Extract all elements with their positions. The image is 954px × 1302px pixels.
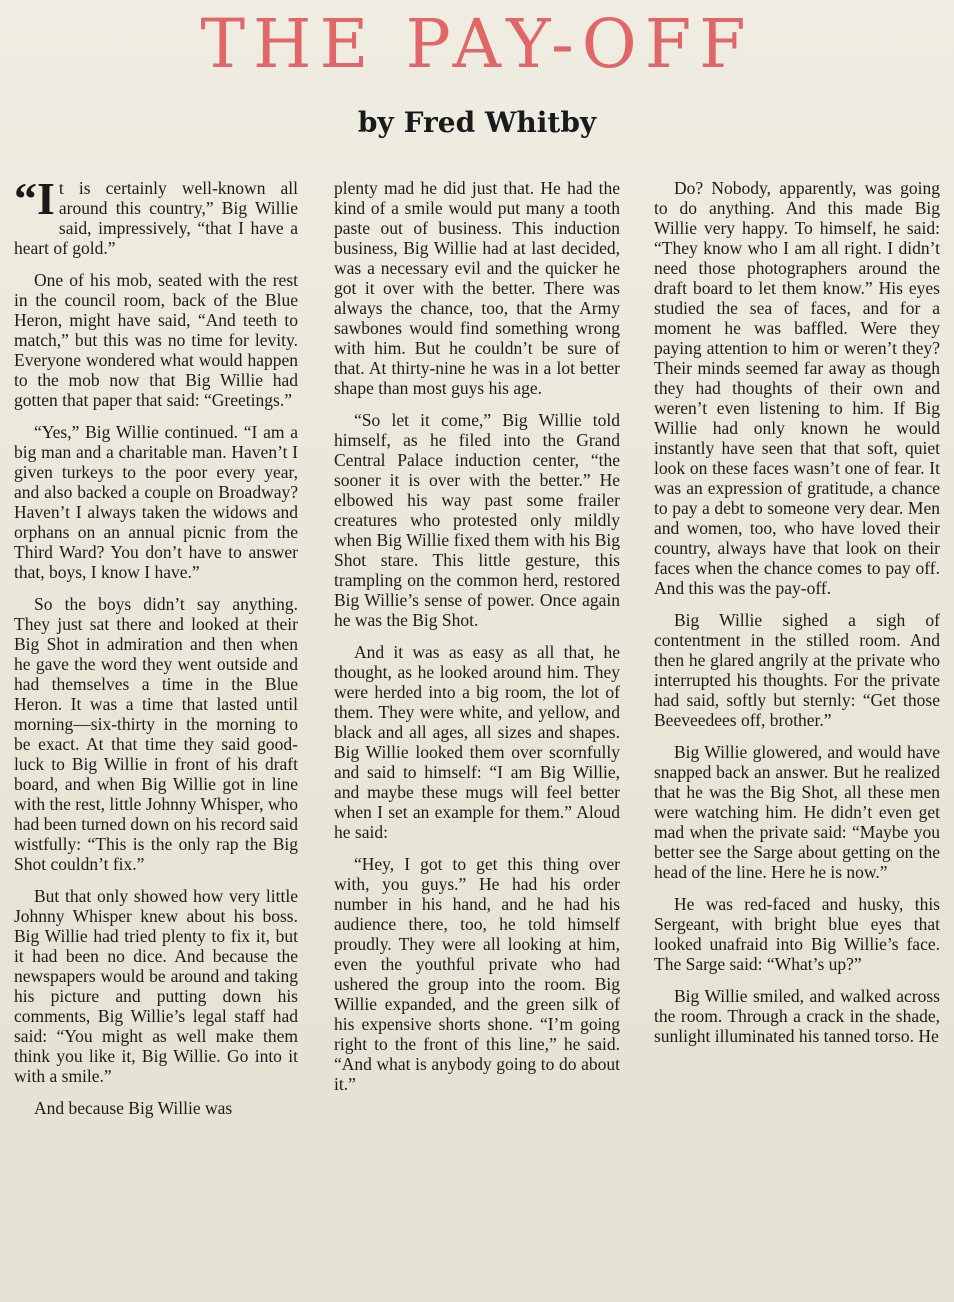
paragraph: Do? Nobody, apparently, was going to do anything. And this made Big Willie very happy. To himself, he said: “They know who I am all right. I didn’t need those photographers around the draft board to let them know.” His eyes studied the sea of faces, and for a moment he was baffled. Were they paying attention to him or weren’t they? Their minds seemed far away as though they had thoughts of their own and weren’t even listening to him. If Big Willie had only known he would instantly have seen that that soft, quiet look on these faces wasn’t one of fear. It was an expression of gratitude, a chance to pay a debt to someone very dear. Men and women, too, who have loved their country, always have that look on their faces when the chance comes to pay off. And this was the pay-off. — [654, 178, 940, 598]
paragraph: One of his mob, seated with the rest in the council room, back of the Blue Heron, might have said, “And teeth to match,” but this was no time for levity. Everyone wondered what would happen to the mob now that Big Willie had gotten that paper that said: “Greetings.” — [14, 270, 298, 410]
paragraph: And it was as easy as all that, he thought, as he looked around him. They were herded into a big room, the lot of them. They were white, and yellow, and black and all ages, all sizes and shapes. Big Willie looked them over scornfully and said to himself: “I am Big Willie, and maybe these mugs will feel better when I set an example for them.” Aloud he said: — [334, 642, 620, 842]
author-name: Fred Whitby — [403, 106, 597, 139]
paragraph: “So let it come,” Big Willie told himself, as he filed into the Grand Central Palace induction center, “the sooner it is over with the better.” He elbowed his way past some frailer creatures who protested only mildly when Big Willie fixed them with his Big Shot stare. This little gesture, this trampling on the common herd, restored Big Willie’s sense of power. Once again he was the Big Shot. — [334, 410, 620, 630]
paragraph: So the boys didn’t say anything. They just sat there and looked at their Big Shot in admiration and then when he gave the word they went outside and had themselves a time in the Blue Heron. It was a time that lasted until morning—six-thirty in the morning to be exact. At that time they said good-luck to Big Willie in front of his draft board, and when Big Willie got in line with the rest, little Johnny Whisper, who had been turned down on his record said wistfully: “This is the only rap the Big Shot couldn’t fix.” — [14, 594, 298, 874]
paragraph: Big Willie glowered, and would have snapped back an answer. But he realized that he was the Big Shot, all these men were watching him. He didn’t even get mad when the private said: “Maybe you better see the Sarge about getting on the head of the line. Here he is now.” — [654, 742, 940, 882]
paragraph: But that only showed how very little Johnny Whisper knew about his boss. Big Willie had tried plenty to fix it, but it had been no dice. And because the newspapers would be around and taking his picture and putting down his comments, Big Willie’s legal staff had said: “You might as well make them think you like it, Big Willie. Go into it with a smile.” — [14, 886, 298, 1086]
paragraph: “Hey, I got to get this thing over with, you guys.” He had his order number in his hand, and he had his audience there, too, he told himself proudly. They were all looking at him, even the youthful private who had ushered the group into the room. Big Willie expanded, and the green silk of his expensive shorts shone. “I’m going right to the front of this line,” he said. “And what is anybody going to do about it.” — [334, 854, 620, 1094]
paragraph: plenty mad he did just that. He had the kind of a smile would put many a tooth paste out of business. This induction business, Big Willie had at last decided, was a necessary evil and the quicker he got it over with the better. There was always the chance, too, that the Army sawbones would find something wrong with him. But he couldn’t be sure of that. At thirty-nine he was in a lot better shape than most guys his age. — [334, 178, 620, 398]
paragraph: Big Willie sighed a sigh of contentment in the stilled room. And then he glared angrily at the private who interrupted his thoughts. For the private had said, softly but sternly: “Get those Beeveedees off, brother.” — [654, 610, 940, 730]
article-title: THE PAY-OFF — [200, 5, 754, 83]
drop-cap: “I — [14, 178, 55, 224]
paragraph: “Yes,” Big Willie continued. “I am a big man and a charitable man. Haven’t I given turkeys to the poor every year, and also backed a couple on Broadway? Haven’t I always taken the widows and orphans on an annual picnic from the Third Ward? You don’t have to answer that, boys, I know I have.” — [14, 422, 298, 582]
paragraph: And because Big Willie was — [34, 1098, 233, 1118]
byline — [0, 103, 954, 143]
paragraph: Big Willie smiled, and walked across the room. Through a crack in the shade, sunlight illuminated his tanned torso. He — [654, 986, 940, 1046]
paragraph: He was red-faced and husky, this Sergeant, with bright blue eyes that looked unafraid into Big Willie’s face. The Sarge said: “What’s up?” — [654, 894, 940, 974]
text-column-1 — [14, 178, 298, 1298]
text-column-2 — [334, 178, 620, 1298]
byline-prefix: by — [357, 106, 394, 139]
paragraph: “It is certainly well-known all around this country,” Big Willie said, impressively, “that I have a heart of gold.” — [14, 178, 298, 258]
text-column-3 — [654, 178, 940, 1298]
